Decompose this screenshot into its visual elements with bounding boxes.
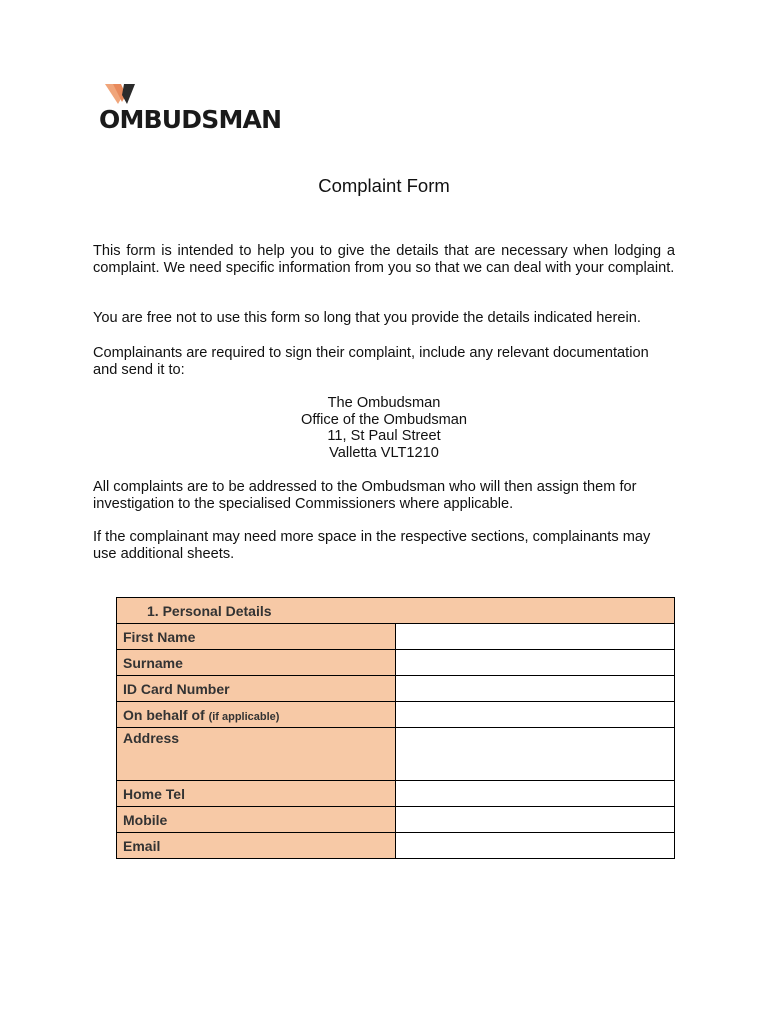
table-row: [117, 781, 675, 807]
field-label: Surname: [117, 650, 396, 676]
table-row: [117, 728, 675, 781]
chevron-mark-icon: [105, 84, 139, 106]
intro-paragraph: This form is intended to help you to give the details that are necessary when lodging a complaint. We need specific information from you so that we can deal with your complaint.: [93, 243, 675, 276]
field-label: First Name: [117, 624, 396, 650]
mobile-field[interactable]: [396, 807, 675, 833]
table-row: [117, 833, 675, 859]
field-label: On behalf of: [123, 706, 205, 723]
surname-field[interactable]: [396, 650, 675, 676]
address-line: Valletta VLT1210: [329, 444, 439, 461]
address-line: The Ombudsman: [327, 395, 441, 411]
field-label: Email: [117, 833, 396, 859]
field-label-cell: [117, 702, 396, 728]
page-title: Complaint Form: [318, 175, 450, 196]
postal-address: [0, 395, 768, 461]
table-row: [117, 702, 675, 728]
extra-space-paragraph: If the complainant may need more space in the respective sections, complainants may use additional sheets.: [93, 529, 651, 562]
logo-wordmark: OMBUDSMAN: [99, 105, 282, 134]
id-card-number-field[interactable]: [396, 676, 675, 702]
sign-instructions-paragraph: Complainants are required to sign their complaint, include any relevant documentation and send it to:: [93, 345, 649, 378]
table-row: [117, 807, 675, 833]
field-note: (if applicable): [208, 710, 280, 723]
table-row: [117, 650, 675, 676]
ombudsman-logo: [99, 84, 282, 136]
field-label: Address: [117, 728, 396, 781]
field-label: ID Card Number: [117, 676, 396, 702]
address-line: 11, St Paul Street: [327, 428, 441, 445]
on-behalf-of-field[interactable]: [396, 702, 675, 728]
field-label: Mobile: [117, 807, 396, 833]
field-label: Home Tel: [117, 781, 396, 807]
address-line: Office of the Ombudsman: [300, 411, 468, 428]
section-heading: 1. Personal Details: [117, 598, 675, 624]
table-row: [117, 676, 675, 702]
free-use-paragraph: You are free not to use this form so long that you provide the details indicated herein.: [93, 310, 641, 326]
email-field[interactable]: [396, 833, 675, 859]
assignment-paragraph: All complaints are to be addressed to the Ombudsman who will then assign them for investigation to the specialised Commissioners where applicable.: [93, 479, 637, 512]
home-tel-field[interactable]: [396, 781, 675, 807]
table-row: [117, 624, 675, 650]
address-field[interactable]: [396, 728, 675, 781]
personal-details-table: [116, 597, 675, 859]
first-name-field[interactable]: [396, 624, 675, 650]
